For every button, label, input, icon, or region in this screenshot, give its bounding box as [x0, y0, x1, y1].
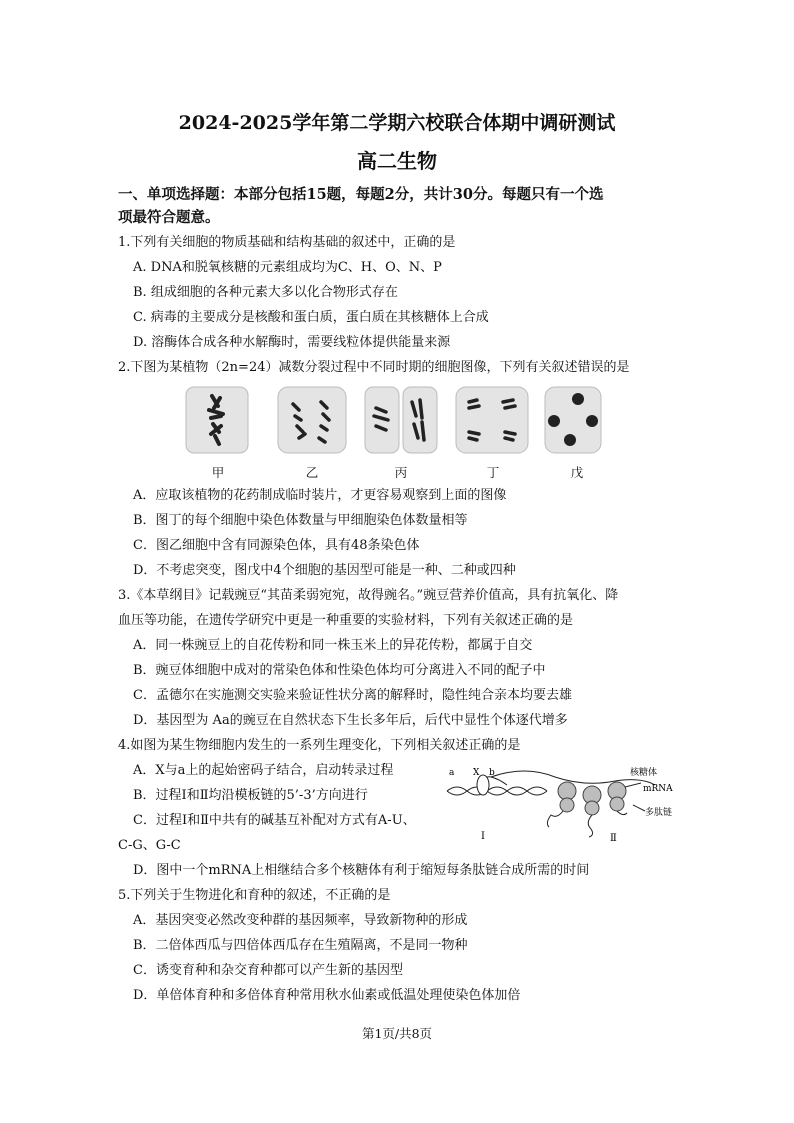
- q3-option-d: D．基因型为 Aa的豌豆在自然状态下生长多年后，后代中显性个体逐代增多: [133, 713, 568, 728]
- q1-option-c: C. 病毒的主要成分是核酸和蛋白质，蛋白质在其核糖体上合成: [133, 310, 489, 325]
- label-yi: 乙: [305, 465, 319, 480]
- section-heading-line1: 一、单项选择题：本部分包括15题，每题2分，共计30分。每题只有一个选: [118, 186, 604, 203]
- q1-option-a: A. DNA和脱氧核糖的元素组成均为C、H、O、N、P: [133, 260, 442, 275]
- q5-option-a: A．基因突变必然改变种群的基因频率，导致新物种的形成: [133, 913, 468, 928]
- q2-option-a: A．应取该植物的花药制成临时装片，才更容易观察到上面的图像: [133, 488, 507, 503]
- q3-option-c: C．孟德尔在实施测交实验来验证性状分离的解释时，隐性纯合亲本均要去雄: [133, 688, 572, 703]
- label-ding: 丁: [486, 465, 500, 480]
- q2-option-b: B．图丁的每个细胞中染色体数量与甲细胞染色体数量相等: [133, 513, 468, 528]
- label-bing: 丙: [394, 465, 408, 480]
- q5-option-d: D．单倍体育种和多倍体育种常用秋水仙素或低温处理使染色体加倍: [133, 988, 521, 1003]
- q4-stem: 4.如图为某生物细胞内发生的一系列生理变化，下列相关叙述正确的是: [118, 738, 521, 753]
- q2-option-c: C．图乙细胞中含有同源染色体，具有48条染色体: [133, 538, 420, 553]
- q5-option-b: B．二倍体西瓜与四倍体西瓜存在生殖隔离，不是同一物种: [133, 938, 468, 953]
- q5-option-c: C．诱变育种和杂交育种都可以产生新的基因型: [133, 963, 403, 978]
- q3-option-a: A．同一株豌豆上的自花传粉和同一株玉米上的异花传粉，都属于自交: [133, 638, 533, 653]
- q4-option-c-line1: C．过程Ⅰ和Ⅱ中共有的碱基互补配对方式有A-U、: [133, 813, 416, 828]
- label-wu: 戊: [570, 465, 584, 480]
- q5-stem: 5.下列关于生物进化和育种的叙述，不正确的是: [118, 888, 391, 903]
- q4-option-c-line2: C-G、G-C: [118, 838, 181, 853]
- label-process-1: Ⅰ: [481, 831, 485, 842]
- cell-image-yi: [277, 386, 347, 454]
- label-process-2: Ⅱ: [610, 833, 617, 844]
- cell-image-ding: [455, 386, 529, 454]
- label-mrna: mRNA: [643, 784, 673, 794]
- label-a: a: [449, 768, 455, 778]
- q1-option-d: D. 溶酶体合成各种水解酶时，需要线粒体提供能量来源: [133, 335, 451, 350]
- q4-option-b: B．过程Ⅰ和Ⅱ均沿模板链的5’-3’方向进行: [133, 788, 368, 803]
- q2-stem: 2.下图为某植物（2n=24）减数分裂过程中不同时期的细胞图像，下列有关叙述错误的是: [118, 360, 630, 375]
- section-heading-line2: 项最符合题意。: [118, 209, 220, 226]
- q3-option-b: B．豌豆体细胞中成对的常染色体和性染色体均可分离进入不同的配子中: [133, 663, 546, 678]
- label-ribosome: 核糖体: [630, 768, 658, 778]
- exam-subtitle: 高二生物: [357, 149, 437, 173]
- q1-stem: 1.下列有关细胞的物质基础和结构基础的叙述中，正确的是: [118, 235, 456, 250]
- label-b: b: [489, 768, 495, 778]
- exam-title: 2024-2025学年第二学期六校联合体期中调研测试: [178, 112, 616, 134]
- page-number: 第1页/共8页: [361, 1026, 433, 1041]
- q1-option-b: B. 组成细胞的各种元素大多以化合物形式存在: [133, 285, 398, 300]
- label-jia: 甲: [211, 465, 225, 480]
- label-x: X: [473, 768, 480, 778]
- cell-image-jia: [185, 386, 249, 454]
- label-peptide: 多肽链: [645, 808, 673, 818]
- q4-option-a: A．X与a上的起始密码子结合，启动转录过程: [133, 763, 394, 778]
- section-heading: [118, 183, 678, 229]
- transcription-translation-diagram: [445, 763, 685, 845]
- q4-option-d: D．图中一个mRNA上相继结合多个核糖体有利于缩短每条肽链合成所需的时间: [133, 863, 590, 878]
- q2-option-d: D．不考虑突变，图戊中4个细胞的基因型可能是一种、二种或四种: [133, 563, 516, 578]
- q3-stem-line1: 3.《本草纲目》记载豌豆“其苗柔弱宛宛，故得豌名。”豌豆营养价值高，具有抗氧化、降: [118, 588, 619, 603]
- cell-image-bing: [364, 386, 438, 454]
- cell-image-wu: [544, 386, 602, 454]
- q3-stem-line2: 血压等功能，在遗传学研究中更是一种重要的实验材料，下列有关叙述正确的是: [118, 613, 574, 628]
